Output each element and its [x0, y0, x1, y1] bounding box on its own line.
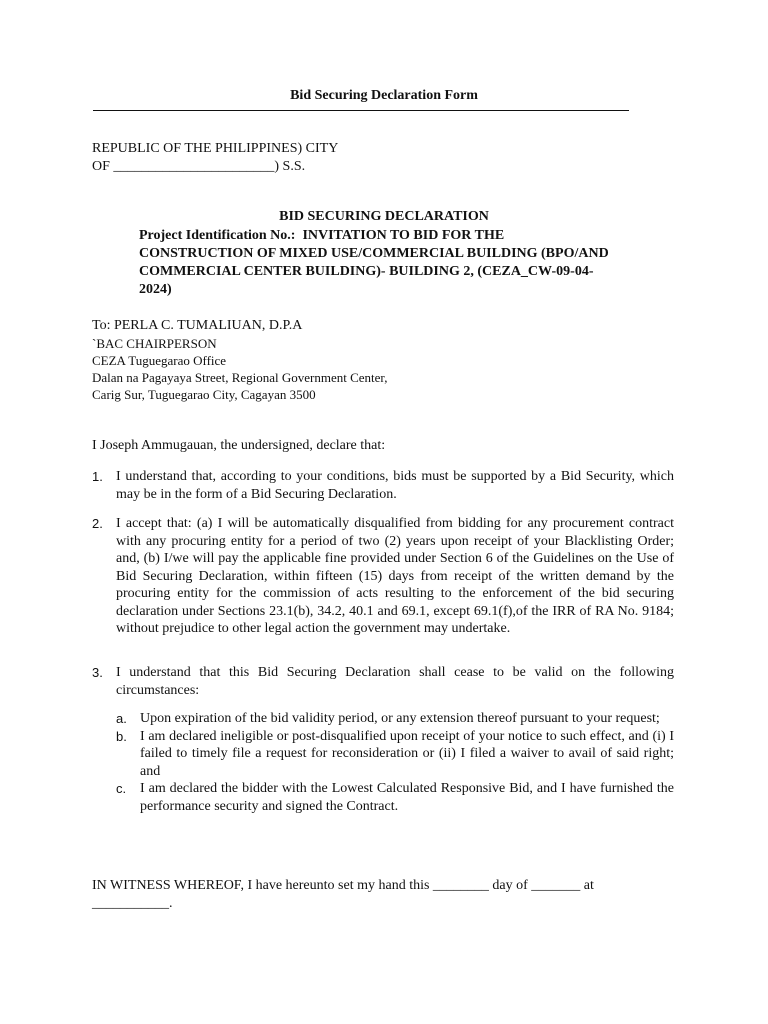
- declaration-heading: BID SECURING DECLARATION: [279, 209, 489, 224]
- venue-block: [92, 140, 338, 176]
- item-text: I understand that, according to your conditions, bids must be supported by a Bid Security, which may be in the form of a Bid Securing Declaration.: [116, 469, 674, 502]
- list-item: [92, 515, 674, 638]
- project-label: Project Identification No.:: [139, 228, 296, 243]
- subitem-text: I am declared the bidder with the Lowest Calculated Responsive Bid, and I have furnished the performance security and signed the Contract.: [140, 781, 674, 814]
- addressee-street: Dalan na Pagayaya Street, Regional Government Center,: [92, 370, 388, 385]
- subitem-letter: c.: [116, 781, 127, 796]
- sub-list-item: [116, 780, 674, 815]
- witness-line-1: IN WITNESS WHEREOF, I have hereunto set my hand this ________ day of _______ at: [92, 878, 594, 893]
- addressee-title: `BAC CHAIRPERSON: [92, 336, 217, 351]
- item-number: 1.: [92, 469, 103, 484]
- venue-line-2: OF _______________________) S.S.: [92, 159, 306, 174]
- item-number: 3.: [92, 665, 103, 680]
- item-text: I understand that this Bid Securing Declaration shall cease to be valid on the following circumstances:: [116, 665, 674, 698]
- project-text-line-1: INVITATION TO BID FOR THE: [302, 228, 505, 243]
- project-identification: [139, 227, 679, 299]
- subitem-letter: b.: [116, 728, 127, 744]
- sub-list-item: [116, 710, 674, 728]
- list-item: [92, 664, 674, 699]
- sub-list-item: [116, 728, 674, 781]
- list-item: [92, 468, 674, 503]
- project-text-line-2: CONSTRUCTION OF MIXED USE/COMMERCIAL BUILDING (BPO/AND: [139, 246, 609, 261]
- title-rule: [93, 110, 629, 111]
- project-text-line-3: COMMERCIAL CENTER BUILDING)- BUILDING 2, (CEZA_CW-09-04-: [139, 264, 594, 279]
- addressee-office: CEZA Tuguegarao Office: [92, 353, 227, 368]
- witness-line-2: ___________.: [92, 896, 173, 911]
- subitem-text: I am declared ineligible or post-disqualified upon receipt of your notice to such effect, and (i) I failed to timely file a request for reconsideration or (ii) I filed a waiver to avail of said right; and: [140, 728, 674, 779]
- subitem-letter: a.: [116, 711, 127, 726]
- form-title: Bid Securing Declaration Form: [290, 88, 478, 103]
- subitem-text: Upon expiration of the bid validity period, or any extension thereof pursuant to your request;: [140, 711, 660, 726]
- project-text-line-4: 2024): [139, 282, 172, 297]
- witness-clause: [92, 877, 674, 913]
- item-text: I accept that: (a) I will be automatically disqualified from bidding for any procurement contract with any procuring entity for a period of two (2) years upon receipt of your Blacklisting Order; and, (b) I/we will pay the applicable fine provided under Section 6 of the Guidelines on the Use of Bid Securing Declaration, within fifteen (15) days from receipt of the written demand by the procuring entity for the commission of acts resulting to the enforcement of the bid securing declaration under Sections 23.1(b), 34.2, 40.1 and 69.1, except 69.1(f),of the IRR of RA No. 9184; without prejudice to other legal action the government may undertake.: [116, 516, 674, 636]
- addressee-city: Carig Sur, Tuguegarao City, Cagayan 3500: [92, 387, 316, 402]
- sub-list: [116, 710, 674, 815]
- intro-statement: I Joseph Ammugauan, the undersigned, declare that:: [92, 438, 386, 453]
- addressee-block: [92, 317, 388, 403]
- venue-line-1: REPUBLIC OF THE PHILIPPINES) CITY: [92, 141, 339, 156]
- addressee-to: To: PERLA C. TUMALIUAN, D.P.A: [92, 318, 303, 333]
- item-number: 2.: [92, 516, 103, 531]
